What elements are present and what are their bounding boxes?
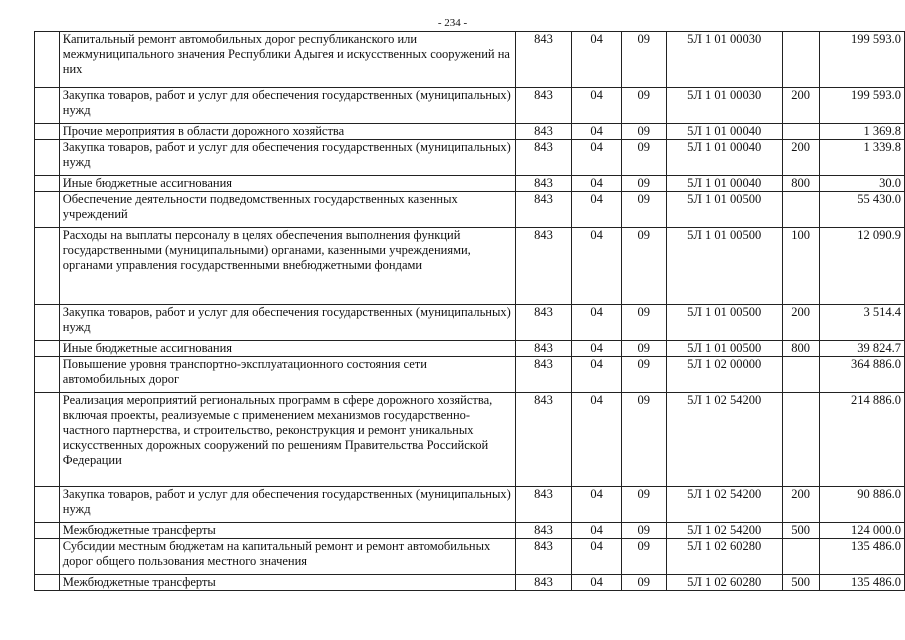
empty-cell xyxy=(35,140,60,176)
ved-code: 843 xyxy=(515,357,572,393)
section-code: 04 xyxy=(572,305,622,341)
target-article-code: 5Л 1 02 00000 xyxy=(666,357,782,393)
ved-code: 843 xyxy=(515,176,572,192)
empty-cell xyxy=(35,192,60,228)
section-code: 04 xyxy=(572,523,622,539)
section-code: 04 xyxy=(572,575,622,591)
target-article-code: 5Л 1 02 54200 xyxy=(666,393,782,487)
expense-type-code xyxy=(782,124,819,140)
target-article-code: 5Л 1 01 00500 xyxy=(666,305,782,341)
expense-name: Прочие мероприятия в области дорожного хозяйства xyxy=(59,124,515,140)
target-article-code: 5Л 1 01 00500 xyxy=(666,228,782,305)
amount: 124 000.0 xyxy=(819,523,904,539)
ved-code: 843 xyxy=(515,192,572,228)
table-row xyxy=(35,32,905,88)
empty-cell xyxy=(35,539,60,575)
subsection-code: 09 xyxy=(621,357,666,393)
target-article-code: 5Л 1 01 00500 xyxy=(666,341,782,357)
target-article-code: 5Л 1 01 00040 xyxy=(666,124,782,140)
expense-type-code: 200 xyxy=(782,88,819,124)
subsection-code: 09 xyxy=(621,176,666,192)
ved-code: 843 xyxy=(515,140,572,176)
target-article-code: 5Л 1 01 00030 xyxy=(666,88,782,124)
subsection-code: 09 xyxy=(621,487,666,523)
table-row xyxy=(35,341,905,357)
target-article-code: 5Л 1 02 54200 xyxy=(666,523,782,539)
target-article-code: 5Л 1 01 00500 xyxy=(666,192,782,228)
ved-code: 843 xyxy=(515,88,572,124)
table-row xyxy=(35,539,905,575)
expense-name: Расходы на выплаты персоналу в целях обеспечения выполнения функций государственными (муниципальными) органами, казенными учреждениями, органами управления государственными внебюджетными фондами xyxy=(59,228,515,305)
expense-name: Закупка товаров, работ и услуг для обеспечения государственных (муниципальных) нужд xyxy=(59,140,515,176)
expense-type-code: 500 xyxy=(782,575,819,591)
amount: 364 886.0 xyxy=(819,357,904,393)
subsection-code: 09 xyxy=(621,523,666,539)
subsection-code: 09 xyxy=(621,228,666,305)
empty-cell xyxy=(35,393,60,487)
empty-cell xyxy=(35,341,60,357)
table-row xyxy=(35,176,905,192)
subsection-code: 09 xyxy=(621,539,666,575)
empty-cell xyxy=(35,305,60,341)
table-row xyxy=(35,575,905,591)
table-row xyxy=(35,88,905,124)
amount: 135 486.0 xyxy=(819,575,904,591)
empty-cell xyxy=(35,32,60,88)
page-number: - 234 - xyxy=(437,17,468,29)
table-row xyxy=(35,393,905,487)
ved-code: 843 xyxy=(515,539,572,575)
amount: 90 886.0 xyxy=(819,487,904,523)
table-row xyxy=(35,228,905,305)
section-code: 04 xyxy=(572,124,622,140)
amount: 199 593.0 xyxy=(819,88,904,124)
expense-type-code: 200 xyxy=(782,487,819,523)
expense-type-code: 200 xyxy=(782,305,819,341)
expense-type-code xyxy=(782,192,819,228)
amount: 135 486.0 xyxy=(819,539,904,575)
table-row xyxy=(35,140,905,176)
expense-type-code: 200 xyxy=(782,140,819,176)
ved-code: 843 xyxy=(515,393,572,487)
empty-cell xyxy=(35,176,60,192)
expense-type-code xyxy=(782,357,819,393)
amount: 12 090.9 xyxy=(819,228,904,305)
ved-code: 843 xyxy=(515,32,572,88)
table-row xyxy=(35,487,905,523)
expense-name: Обеспечение деятельности подведомственных государственных казенных учреждений xyxy=(59,192,515,228)
table-row xyxy=(35,192,905,228)
expense-name: Капитальный ремонт автомобильных дорог республиканского или межмуниципального значения Республики Адыгея и искусственных сооружений на них xyxy=(59,32,515,88)
empty-cell xyxy=(35,487,60,523)
section-code: 04 xyxy=(572,487,622,523)
subsection-code: 09 xyxy=(621,88,666,124)
expense-type-code: 800 xyxy=(782,176,819,192)
amount: 1 369.8 xyxy=(819,124,904,140)
section-code: 04 xyxy=(572,32,622,88)
empty-cell xyxy=(35,124,60,140)
target-article-code: 5Л 1 02 60280 xyxy=(666,539,782,575)
target-article-code: 5Л 1 01 00040 xyxy=(666,176,782,192)
table-row xyxy=(35,124,905,140)
amount: 30.0 xyxy=(819,176,904,192)
expense-name: Межбюджетные трансферты xyxy=(59,575,515,591)
amount: 214 886.0 xyxy=(819,393,904,487)
expense-name: Межбюджетные трансферты xyxy=(59,523,515,539)
expense-type-code xyxy=(782,393,819,487)
empty-cell xyxy=(35,228,60,305)
subsection-code: 09 xyxy=(621,192,666,228)
section-code: 04 xyxy=(572,88,622,124)
amount: 3 514.4 xyxy=(819,305,904,341)
expense-name: Иные бюджетные ассигнования xyxy=(59,341,515,357)
expense-type-code: 100 xyxy=(782,228,819,305)
amount: 1 339.8 xyxy=(819,140,904,176)
expense-type-code xyxy=(782,32,819,88)
empty-cell xyxy=(35,88,60,124)
subsection-code: 09 xyxy=(621,32,666,88)
expense-name: Закупка товаров, работ и услуг для обеспечения государственных (муниципальных) нужд xyxy=(59,88,515,124)
expense-type-code: 800 xyxy=(782,341,819,357)
ved-code: 843 xyxy=(515,523,572,539)
expense-type-code xyxy=(782,539,819,575)
section-code: 04 xyxy=(572,341,622,357)
ved-code: 843 xyxy=(515,341,572,357)
target-article-code: 5Л 1 01 00030 xyxy=(666,32,782,88)
table-row xyxy=(35,523,905,539)
subsection-code: 09 xyxy=(621,305,666,341)
section-code: 04 xyxy=(572,539,622,575)
target-article-code: 5Л 1 02 54200 xyxy=(666,487,782,523)
empty-cell xyxy=(35,523,60,539)
expense-name: Закупка товаров, работ и услуг для обеспечения государственных (муниципальных) нужд xyxy=(59,305,515,341)
ved-code: 843 xyxy=(515,305,572,341)
section-code: 04 xyxy=(572,228,622,305)
section-code: 04 xyxy=(572,357,622,393)
section-code: 04 xyxy=(572,393,622,487)
amount: 55 430.0 xyxy=(819,192,904,228)
budget-table xyxy=(34,31,905,591)
subsection-code: 09 xyxy=(621,575,666,591)
expense-type-code: 500 xyxy=(782,523,819,539)
section-code: 04 xyxy=(572,176,622,192)
ved-code: 843 xyxy=(515,487,572,523)
empty-cell xyxy=(35,357,60,393)
table-row xyxy=(35,357,905,393)
empty-cell xyxy=(35,575,60,591)
expense-name: Закупка товаров, работ и услуг для обеспечения государственных (муниципальных) нужд xyxy=(59,487,515,523)
expense-name: Иные бюджетные ассигнования xyxy=(59,176,515,192)
amount: 199 593.0 xyxy=(819,32,904,88)
subsection-code: 09 xyxy=(621,341,666,357)
target-article-code: 5Л 1 01 00040 xyxy=(666,140,782,176)
expense-name: Повышение уровня транспортно-эксплуатационного состояния сети автомобильных дорог xyxy=(59,357,515,393)
section-code: 04 xyxy=(572,192,622,228)
amount: 39 824.7 xyxy=(819,341,904,357)
subsection-code: 09 xyxy=(621,393,666,487)
section-code: 04 xyxy=(572,140,622,176)
ved-code: 843 xyxy=(515,228,572,305)
ved-code: 843 xyxy=(515,575,572,591)
subsection-code: 09 xyxy=(621,140,666,176)
target-article-code: 5Л 1 02 60280 xyxy=(666,575,782,591)
table-row xyxy=(35,305,905,341)
subsection-code: 09 xyxy=(621,124,666,140)
ved-code: 843 xyxy=(515,124,572,140)
expense-name: Реализация мероприятий региональных программ в сфере дорожного хозяйства, включая проекты, реализуемые с применением механизмов государственно-частного партнерства, и строительство, реконструкция и ремонт уникальных искусственных дорожных сооружений по решениям Правительства Российской Федерации xyxy=(59,393,515,487)
expense-name: Субсидии местным бюджетам на капитальный ремонт и ремонт автомобильных дорог общего пользования местного значения xyxy=(59,539,515,575)
